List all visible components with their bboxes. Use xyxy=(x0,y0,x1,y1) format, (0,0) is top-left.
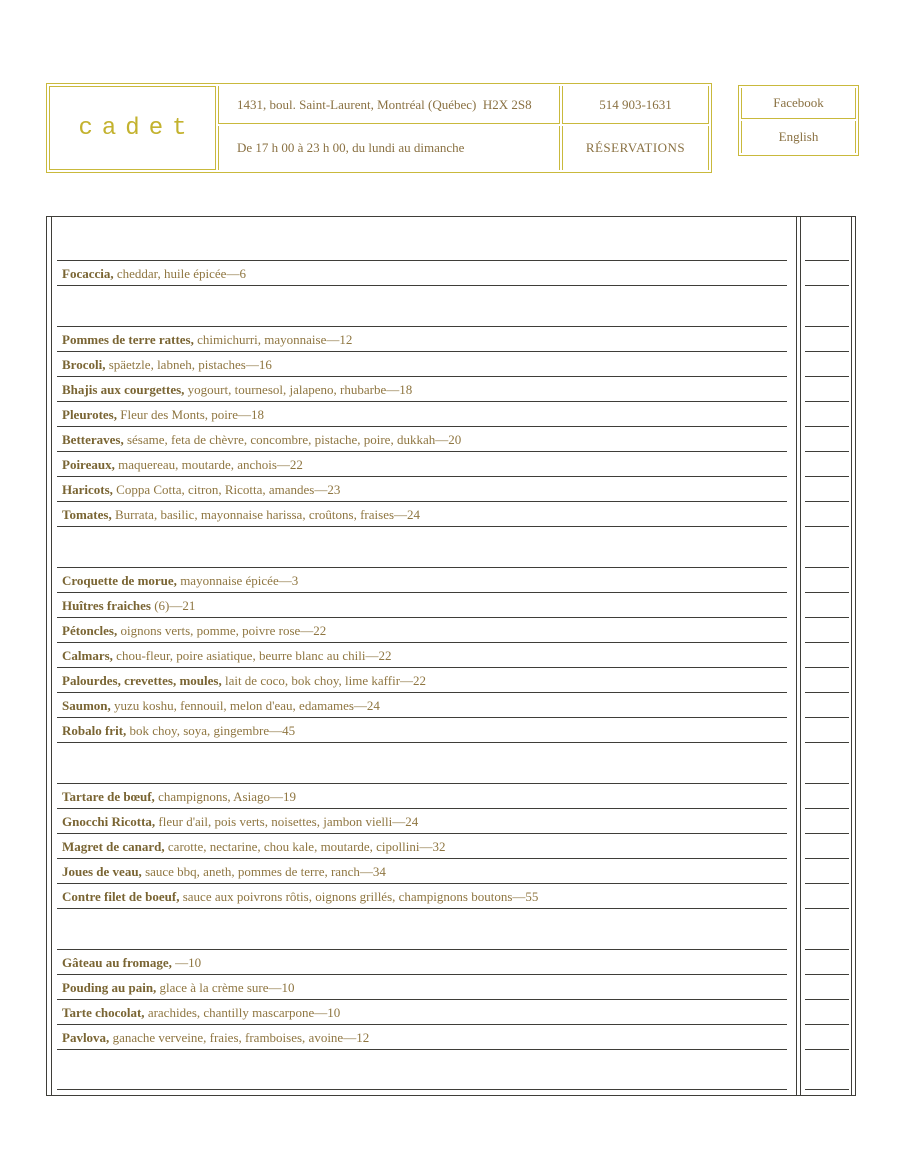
item-name: Betteraves, xyxy=(62,431,124,447)
item-name: Huîtres fraiches xyxy=(62,597,151,613)
item-name: Pleurotes, xyxy=(62,406,117,422)
menu-item-row xyxy=(47,427,855,452)
item-desc: sauce aux poivrons rôtis, oignons grillés, champignons boutons xyxy=(182,888,513,904)
header-box xyxy=(46,83,712,173)
phone-text: 514 903-1631 xyxy=(599,96,672,112)
item-price: 34 xyxy=(372,863,386,879)
menu-cell-side xyxy=(801,261,855,286)
menu-spacer-row xyxy=(47,909,855,950)
menu-cell-main xyxy=(47,217,801,261)
phone-cell xyxy=(562,86,709,124)
item-desc: chimichurri, mayonnaise xyxy=(197,331,327,347)
menu-spacer-row xyxy=(47,743,855,784)
menu-item-row xyxy=(47,1025,855,1050)
hours-cell xyxy=(218,126,560,170)
logo-text: cadet xyxy=(78,114,196,142)
item-desc: yogourt, tournesol, jalapeno, rhubarbe xyxy=(187,381,387,397)
menu-item-row xyxy=(47,327,855,352)
menu-cell-main xyxy=(47,909,801,950)
item-price: 23 xyxy=(327,481,341,497)
item-name: Bhajis aux courgettes, xyxy=(62,381,185,397)
item-price: 22 xyxy=(413,672,427,688)
item-desc: glace à la crème sure xyxy=(159,979,269,995)
menu-cell-side xyxy=(801,884,855,909)
facebook-cell xyxy=(741,88,856,119)
menu-cell-side xyxy=(801,1025,855,1050)
item-name: Haricots, xyxy=(62,481,113,497)
item-name: Robalo frit, xyxy=(62,722,127,738)
menu-cell-side xyxy=(801,217,855,261)
item-desc: maquereau, moutarde, anchois xyxy=(118,456,277,472)
menu-spacer-row xyxy=(47,217,855,261)
logo-link[interactable] xyxy=(49,86,216,170)
menu-cell-main xyxy=(47,743,801,784)
menu-item-row xyxy=(47,1000,855,1025)
menu-cell-main: Tarte chocolat, arachides, chantilly mascarpone — 10 xyxy=(47,1000,801,1025)
menu-cell-side xyxy=(801,568,855,593)
item-price: 45 xyxy=(282,722,296,738)
menu-cell-side xyxy=(801,1050,855,1090)
menu-cell-main: Huîtres fraiches (6) — 21 xyxy=(47,593,801,618)
menu-cell-side xyxy=(801,950,855,975)
item-name: Gâteau au fromage, xyxy=(62,954,172,970)
item-desc: sauce bbq, aneth, pommes de terre, ranch xyxy=(145,863,360,879)
menu-cell-main: Contre filet de boeuf, sauce aux poivrons rôtis, oignons grillés, champignons boutons — 55 xyxy=(47,884,801,909)
menu-spacer-row xyxy=(47,286,855,327)
item-price: 12 xyxy=(356,1029,370,1045)
reservations-cell xyxy=(562,126,709,170)
item-name: Pouding au pain, xyxy=(62,979,157,995)
item-desc: cheddar, huile épicée xyxy=(116,265,227,281)
menu-cell-side xyxy=(801,327,855,352)
menu-cell-side xyxy=(801,643,855,668)
menu-cell-side xyxy=(801,743,855,784)
item-desc: Burrata, basilic, mayonnaise harissa, croûtons, fraises xyxy=(114,506,395,522)
menu-cell-main: Palourdes, crevettes, moules, lait de coco, bok choy, lime kaffir — 22 xyxy=(47,668,801,693)
item-desc: carotte, nectarine, chou kale, moutarde, cipollini xyxy=(167,838,420,854)
item-name: Pavlova, xyxy=(62,1029,110,1045)
item-desc: mayonnaise épicée xyxy=(180,572,279,588)
item-price: 24 xyxy=(405,813,419,829)
menu-cell-side xyxy=(801,784,855,809)
menu-cell-side xyxy=(801,286,855,327)
menu-cell-side xyxy=(801,909,855,950)
menu-cell-main: Tartare de bœuf, champignons, Asiago — 19 xyxy=(47,784,801,809)
menu-item-row xyxy=(47,502,855,527)
item-desc: bok choy, soya, gingembre xyxy=(129,722,270,738)
item-price: 21 xyxy=(182,597,196,613)
menu-cell-main: Pleurotes, Fleur des Monts, poire — 18 xyxy=(47,402,801,427)
menu-item-row xyxy=(47,784,855,809)
menu-rows xyxy=(47,217,855,1095)
item-price: 6 xyxy=(239,265,246,281)
menu-cell-main: Pétoncles, oignons verts, pomme, poivre rose — 22 xyxy=(47,618,801,643)
menu-cell-side xyxy=(801,718,855,743)
menu-cell-side xyxy=(801,809,855,834)
item-price: 32 xyxy=(432,838,446,854)
menu-item-row xyxy=(47,693,855,718)
menu-item-row xyxy=(47,618,855,643)
hours-text: De 17 h 00 à 23 h 00, du lundi au dimanche xyxy=(237,140,465,155)
english-link[interactable]: English xyxy=(778,129,819,144)
item-price: 20 xyxy=(448,431,462,447)
menu-cell-side xyxy=(801,402,855,427)
menu-item-row xyxy=(47,718,855,743)
menu-cell-main: Gâteau au fromage, — 10 xyxy=(47,950,801,975)
item-desc: ganache verveine, fraies, framboises, avoine xyxy=(112,1029,344,1045)
item-price: 55 xyxy=(525,888,539,904)
menu-spacer-row xyxy=(47,1050,855,1090)
menu-item-row xyxy=(47,261,855,286)
item-desc: yuzu koshu, fennouil, melon d'eau, edamames xyxy=(114,697,354,713)
item-name: Gnocchi Ricotta, xyxy=(62,813,156,829)
menu-cell-side xyxy=(801,859,855,884)
item-name: Tarte chocolat, xyxy=(62,1004,145,1020)
item-price: 22 xyxy=(378,647,392,663)
item-desc: champignons, Asiago xyxy=(158,788,270,804)
item-price: 10 xyxy=(327,1004,341,1020)
item-price: 19 xyxy=(283,788,296,804)
item-name: Saumon, xyxy=(62,697,111,713)
facebook-link[interactable]: Facebook xyxy=(773,95,824,110)
menu-cell-side xyxy=(801,527,855,568)
menu-cell-side xyxy=(801,352,855,377)
menu-cell-side xyxy=(801,427,855,452)
item-name: Tomates, xyxy=(62,506,112,522)
menu-cell-main: Calmars, chou-fleur, poire asiatique, beurre blanc au chili — 22 xyxy=(47,643,801,668)
menu-cell-side xyxy=(801,834,855,859)
item-name: Brocoli, xyxy=(62,356,106,372)
menu-cell-main: Bhajis aux courgettes, yogourt, tournesol, jalapeno, rhubarbe — 18 xyxy=(47,377,801,402)
item-name: Joues de veau, xyxy=(62,863,142,879)
item-price: 3 xyxy=(291,572,299,588)
item-price: 18 xyxy=(250,406,264,422)
item-desc: Coppa Cotta, citron, Ricotta, amandes xyxy=(116,481,315,497)
item-name: Pommes de terre rattes, xyxy=(62,331,194,347)
menu-cell-main: Haricots, Coppa Cotta, citron, Ricotta, amandes — 23 xyxy=(47,477,801,502)
address-text: 1431, boul. Saint-Laurent, Montréal (Québec) H2X 2S8 xyxy=(237,96,532,112)
menu-cell-main: Saumon, yuzu koshu, fennouil, melon d'eau, edamames — 24 xyxy=(47,693,801,718)
menu-item-row xyxy=(47,975,855,1000)
menu-cell-side xyxy=(801,618,855,643)
menu-cell-main: Poireaux, maquereau, moutarde, anchois — 22 xyxy=(47,452,801,477)
item-desc: sésame, feta de chèvre, concombre, pistache, poire, dukkah xyxy=(126,431,436,447)
item-price: 24 xyxy=(366,697,380,713)
menu-cell-side xyxy=(801,502,855,527)
item-price: 22 xyxy=(313,622,327,638)
item-desc: oignons verts, pomme, poivre rose xyxy=(120,622,301,638)
menu-cell-side xyxy=(801,975,855,1000)
menu-cell-side xyxy=(801,477,855,502)
item-name: Calmars, xyxy=(62,647,113,663)
menu-cell-main xyxy=(47,286,801,327)
menu-cell-main: Betteraves, sésame, feta de chèvre, concombre, pistache, poire, dukkah — 20 xyxy=(47,427,801,452)
menu-cell-side xyxy=(801,668,855,693)
item-desc: späetzle, labneh, pistaches xyxy=(108,356,246,372)
menu-spacer-row xyxy=(47,527,855,568)
menu-cell-main: Pommes de terre rattes, chimichurri, mayonnaise — 12 xyxy=(47,327,801,352)
menu-item-row xyxy=(47,352,855,377)
menu-item-row xyxy=(47,377,855,402)
english-cell xyxy=(741,121,856,153)
language-box xyxy=(738,85,859,156)
item-desc: fleur d'ail, pois verts, noisettes, jambon vielli xyxy=(158,813,393,829)
menu-cell-main xyxy=(47,527,801,568)
menu-cell-main: Joues de veau, sauce bbq, aneth, pommes de terre, ranch — 34 xyxy=(47,859,801,884)
menu-cell-side xyxy=(801,1000,855,1025)
item-desc: arachides, chantilly mascarpone xyxy=(147,1004,315,1020)
menu-cell-main: Gnocchi Ricotta, fleur d'ail, pois verts, noisettes, jambon vielli — 24 xyxy=(47,809,801,834)
menu-cell-main: Pouding au pain, glace à la crème sure — 10 xyxy=(47,975,801,1000)
item-desc: Fleur des Monts, poire xyxy=(120,406,238,422)
menu-item-row xyxy=(47,568,855,593)
menu-item-row xyxy=(47,452,855,477)
menu-cell-main: Tomates, Burrata, basilic, mayonnaise harissa, croûtons, fraises — 24 xyxy=(47,502,801,527)
item-name: Poireaux, xyxy=(62,456,115,472)
menu-cell-main: Pavlova, ganache verveine, fraies, framboises, avoine — 12 xyxy=(47,1025,801,1050)
item-price: 18 xyxy=(399,381,413,397)
menu-item-row xyxy=(47,950,855,975)
menu-cell-main xyxy=(47,1050,801,1090)
menu-cell-main: Magret de canard, carotte, nectarine, chou kale, moutarde, cipollini — 32 xyxy=(47,834,801,859)
item-price: 24 xyxy=(407,506,421,522)
menu-item-row xyxy=(47,402,855,427)
item-name: Contre filet de boeuf, xyxy=(62,888,180,904)
item-name: Palourdes, crevettes, moules, xyxy=(62,672,222,688)
menu-item-row xyxy=(47,643,855,668)
item-name: Pétoncles, xyxy=(62,622,118,638)
menu-cell-main: Croquette de morue, mayonnaise épicée — 3 xyxy=(47,568,801,593)
item-desc: lait de coco, bok choy, lime kaffir xyxy=(224,672,401,688)
menu-cell-side xyxy=(801,452,855,477)
item-name: Magret de canard, xyxy=(62,838,165,854)
menu-cell-main: Focaccia, cheddar, huile épicée — 6 xyxy=(47,261,801,286)
menu-item-row xyxy=(47,834,855,859)
item-price: 10 xyxy=(281,979,295,995)
menu-item-row xyxy=(47,859,855,884)
menu-item-row xyxy=(47,477,855,502)
item-price: 12 xyxy=(339,331,353,347)
menu-cell-side xyxy=(801,377,855,402)
item-desc: (6) xyxy=(154,597,170,613)
item-price: 10 xyxy=(188,954,202,970)
menu-cell-side xyxy=(801,593,855,618)
menu-cell-side xyxy=(801,693,855,718)
item-price: 16 xyxy=(258,356,272,372)
item-name: Tartare de bœuf, xyxy=(62,788,155,804)
item-name: Croquette de morue, xyxy=(62,572,177,588)
menu-item-row xyxy=(47,884,855,909)
menu-item-row xyxy=(47,668,855,693)
menu-cell-main: Robalo frit, bok choy, soya, gingembre — 45 xyxy=(47,718,801,743)
menu-box xyxy=(46,216,856,1096)
item-name: Focaccia, xyxy=(62,265,114,281)
reservations-link[interactable]: RÉSERVATIONS xyxy=(585,140,686,155)
address-cell xyxy=(218,86,560,124)
item-desc: chou-fleur, poire asiatique, beurre blanc au chili xyxy=(116,647,366,663)
item-price: 22 xyxy=(289,456,303,472)
menu-item-row xyxy=(47,593,855,618)
menu-cell-main: Brocoli, späetzle, labneh, pistaches — 16 xyxy=(47,352,801,377)
menu-item-row xyxy=(47,809,855,834)
